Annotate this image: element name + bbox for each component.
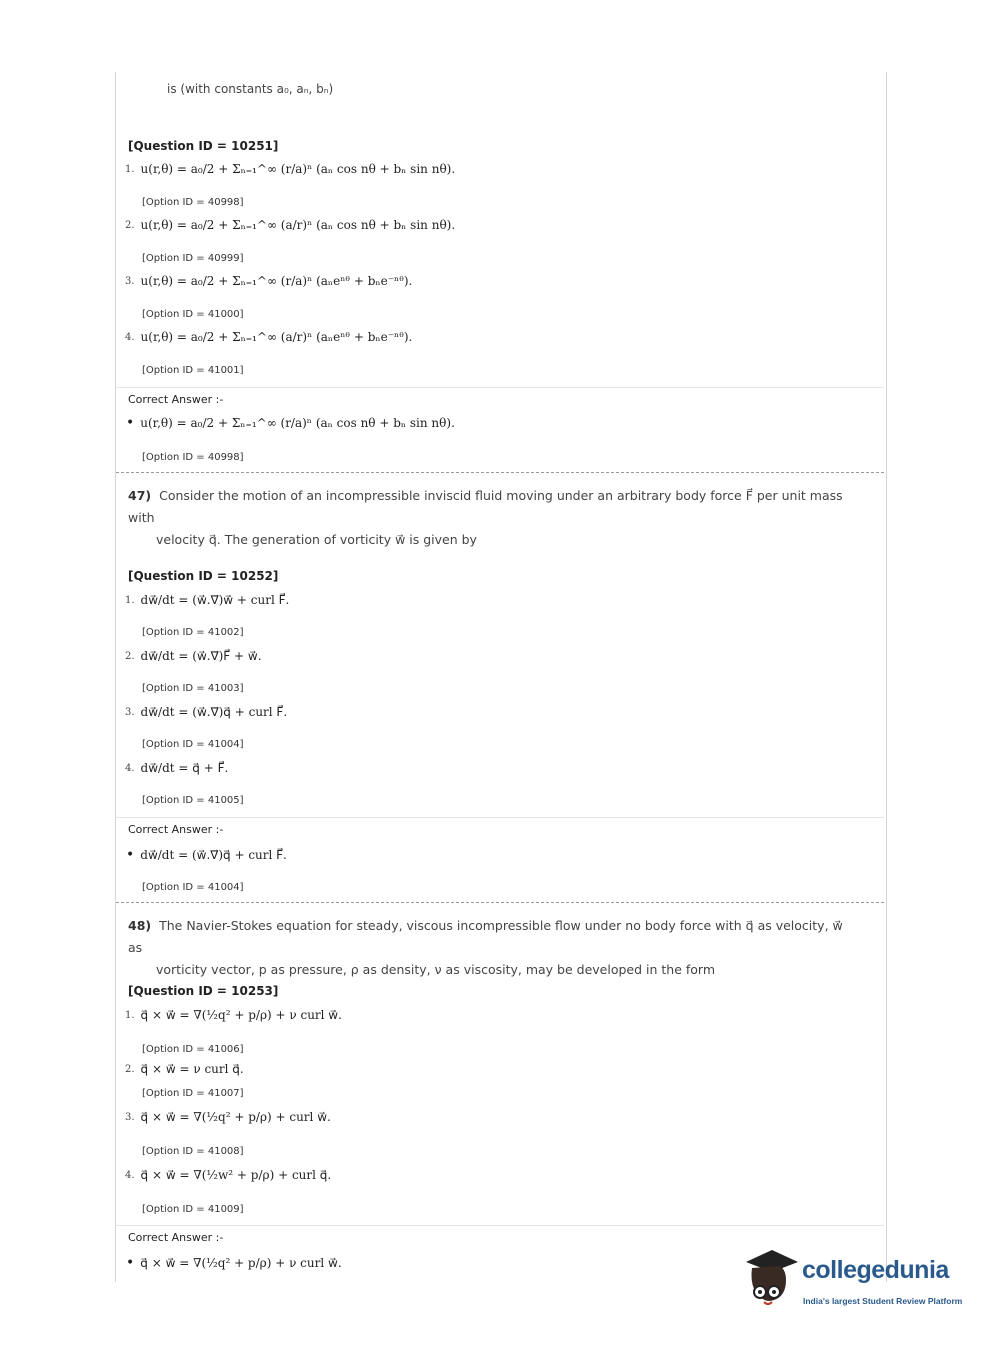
option-expression: u(r,θ) = a₀/2 + Σₙ₌₁^∞ (r/a)ⁿ (aₙeⁿᶿ + bₙe⁻ⁿᶿ). [140,274,413,288]
option-number: 1. [125,594,135,606]
question-number: 48) [128,918,152,933]
section-divider [116,1225,884,1226]
correct-answer-expression: u(r,θ) = a₀/2 + Σₙ₌₁^∞ (r/a)ⁿ (aₙ cos nθ + bₙ sin nθ). [140,416,455,430]
option-row [125,274,412,288]
intro-text: is (with constants a₀, aₙ, bₙ) [167,82,334,96]
question-line: vorticity vector, p as pressure, ρ as density, ν as viscosity, may be developed in the form [156,962,716,977]
collegedunia-logo [742,1248,972,1318]
question-text [128,915,848,981]
option-id: [Option ID = 41009] [142,1204,244,1215]
logo-wordmark: collegedunia [802,1256,949,1284]
option-expression: u(r,θ) = a₀/2 + Σₙ₌₁^∞ (a/r)ⁿ (aₙeⁿᶿ + bₙe⁻ⁿᶿ). [140,330,413,344]
correct-answer-row [126,416,455,430]
option-id: [Option ID = 41001] [142,365,244,376]
option-row [125,1168,331,1182]
option-id: [Option ID = 41002] [142,627,244,638]
option-number: 4. [125,1169,135,1181]
option-row [125,1110,331,1124]
question-line: Consider the motion of an incompressible inviscid fluid moving under an arbitrary body force F⃗ per unit mass with [128,488,843,525]
option-row [125,162,455,176]
option-number: 3. [125,1111,135,1123]
option-expression: dw⃗/dt = (w⃗.∇⃗)F⃗ + w⃗. [140,649,262,663]
option-number: 3. [125,275,135,287]
option-number: 2. [125,219,135,231]
option-expression: q⃗ × w⃗ = ∇(½q² + p/ρ) + ν curl w⃗. [140,1008,342,1022]
question-divider [116,472,884,473]
option-number: 2. [125,650,135,662]
option-expression: q⃗ × w⃗ = ν curl q⃗. [140,1062,244,1076]
option-row [125,761,228,775]
correct-option-id: [Option ID = 40998] [142,452,244,463]
option-expression: dw⃗/dt = (w⃗.∇⃗)q⃗ + curl F⃗. [140,705,288,719]
option-expression: dw⃗/dt = q⃗ + F⃗. [140,761,229,775]
correct-answer-label: Correct Answer :- [128,1231,224,1244]
correct-answer-label: Correct Answer :- [128,823,224,836]
option-expression: u(r,θ) = a₀/2 + Σₙ₌₁^∞ (r/a)ⁿ (aₙ cos nθ + bₙ sin nθ). [140,162,456,176]
option-row [125,593,289,607]
correct-answer-expression: q⃗ × w⃗ = ∇(½q² + p/ρ) + ν curl w⃗. [140,1256,342,1270]
option-number: 1. [125,163,135,175]
option-number: 2. [125,1063,135,1075]
option-row [125,218,455,232]
correct-answer-expression: dw⃗/dt = (w⃗.∇⃗)q⃗ + curl F⃗. [140,848,287,862]
option-id: [Option ID = 40998] [142,197,244,208]
question-id: [Question ID = 10253] [128,984,279,998]
option-number: 4. [125,331,135,343]
logo-tagline: India's largest Student Review Platform [803,1296,963,1306]
option-id: [Option ID = 40999] [142,253,244,264]
correct-answer-row [126,1256,342,1270]
section-divider [116,817,884,818]
correct-option-id: [Option ID = 41004] [142,882,244,893]
option-expression: dw⃗/dt = (w⃗.∇⃗)w⃗ + curl F⃗. [140,593,290,607]
option-id: [Option ID = 41007] [142,1088,244,1099]
bullet-icon: • [126,1255,135,1271]
mascot-icon [742,1248,800,1310]
question-id: [Question ID = 10252] [128,569,279,583]
option-id: [Option ID = 41004] [142,739,244,750]
question-divider [116,902,884,903]
option-row [125,1062,244,1076]
option-id: [Option ID = 41000] [142,309,244,320]
option-row [125,705,287,719]
option-number: 4. [125,762,135,774]
option-row [125,330,412,344]
option-number: 3. [125,706,135,718]
correct-answer-row [126,848,287,862]
section-divider [116,387,884,388]
option-expression: u(r,θ) = a₀/2 + Σₙ₌₁^∞ (a/r)ⁿ (aₙ cos nθ + bₙ sin nθ). [140,218,456,232]
question-line: velocity q⃗. The generation of vorticity w⃗ is given by [156,532,477,547]
option-id: [Option ID = 41003] [142,683,244,694]
question-number: 47) [128,488,152,503]
option-number: 1. [125,1009,135,1021]
bullet-icon: • [126,847,135,863]
option-row [125,649,262,663]
question-id: [Question ID = 10251] [128,139,279,153]
option-id: [Option ID = 41006] [142,1044,244,1055]
option-row [125,1008,342,1022]
option-id: [Option ID = 41005] [142,795,244,806]
option-id: [Option ID = 41008] [142,1146,244,1157]
correct-answer-label: Correct Answer :- [128,393,224,406]
bullet-icon: • [126,415,135,431]
question-line: The Navier-Stokes equation for steady, viscous incompressible flow under no body force with q⃗ as velocity, w⃗ as [128,918,843,955]
question-text [128,485,848,551]
option-expression: q⃗ × w⃗ = ∇(½w² + p/ρ) + curl q⃗. [140,1168,332,1182]
option-expression: q⃗ × w⃗ = ∇(½q² + p/ρ) + curl w⃗. [140,1110,331,1124]
